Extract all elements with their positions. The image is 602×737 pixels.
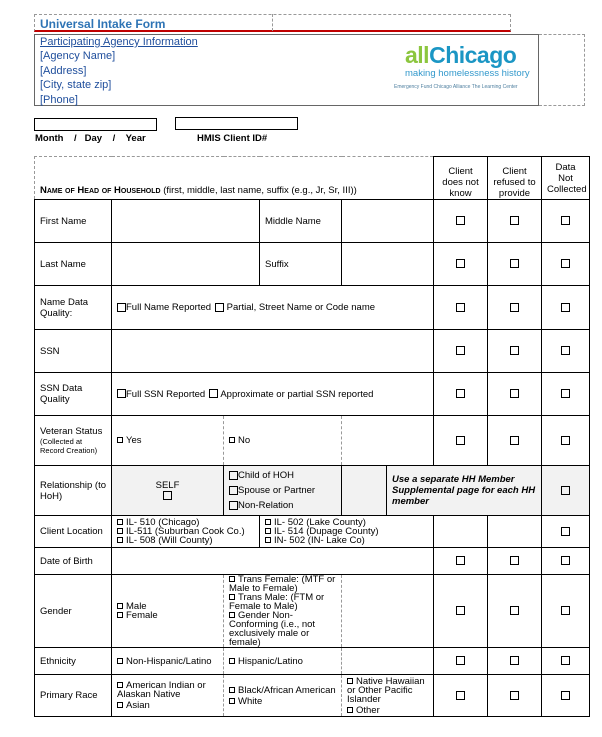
gender-trans-female-wrap (229, 575, 336, 593)
last-name-input[interactable] (112, 243, 260, 286)
veteran-label-cell (35, 416, 112, 466)
race-asian: Asian (126, 700, 150, 711)
agency-info-box-extension (539, 34, 585, 106)
checkbox[interactable] (347, 678, 353, 684)
race-opt2-wrap (117, 701, 218, 710)
race-other: Other (356, 704, 380, 716)
checkbox[interactable] (117, 528, 123, 534)
checkbox[interactable] (456, 389, 465, 398)
veteran-label: Veteran Status (40, 426, 103, 437)
checkbox[interactable] (117, 537, 123, 543)
race-not-collected-cell (542, 675, 590, 717)
checkbox[interactable] (456, 656, 465, 665)
race-label: Primary Race (35, 675, 112, 717)
checkbox[interactable] (510, 436, 519, 445)
relationship-label: Relationship (to HoH) (35, 466, 112, 516)
checkbox[interactable] (229, 594, 235, 600)
location-row (35, 516, 590, 548)
veteran-yes-cell (112, 416, 224, 466)
intake-table (34, 156, 590, 717)
gender-nonconforming: Gender Non-Conforming (i.e., not exclusively male or female) (229, 610, 316, 648)
checkbox[interactable] (510, 691, 519, 700)
name-quality-options (112, 286, 434, 330)
checkbox[interactable] (510, 606, 519, 615)
location-opt6-wrap (265, 536, 428, 545)
first-name-row (35, 200, 590, 243)
relationship-note: Use a separate HH Member Supplemental page for each HH member (387, 466, 542, 516)
relationship-options (224, 466, 342, 516)
checkbox[interactable] (510, 346, 519, 355)
all-chicago-logo (405, 42, 516, 69)
race-black: Black/African American (238, 684, 336, 696)
checkbox[interactable] (456, 436, 465, 445)
checkbox[interactable] (456, 606, 465, 615)
first-name-input[interactable] (112, 200, 260, 243)
relationship-child: Child of HOH (238, 470, 294, 481)
location-il511: IL-511 (Suburban Cook Co.) (126, 526, 245, 537)
date-input[interactable] (34, 118, 157, 131)
first-name-refused-cell (488, 200, 542, 243)
name-quality-label: Name Data Quality: (35, 286, 112, 330)
checkbox[interactable] (561, 346, 570, 355)
relationship-self: SELF (155, 479, 180, 491)
ssn-quality-options (112, 373, 434, 416)
gender-empty-cell (342, 575, 434, 648)
race-opt1-wrap (117, 681, 218, 699)
checkbox[interactable] (561, 389, 570, 398)
ssn-quality-dont-know-cell (434, 373, 488, 416)
header-client-refused: Client refused to provide (488, 157, 542, 200)
checkbox[interactable] (229, 471, 238, 480)
gender-options-left (112, 575, 224, 648)
gender-not-collected-cell (542, 575, 590, 648)
ssn-row (35, 330, 590, 373)
dob-row (35, 548, 590, 575)
gender-female: Female (126, 610, 158, 621)
hmis-id-label: HMIS Client ID# (197, 133, 268, 144)
checkbox[interactable] (561, 303, 570, 312)
location-il508: IL- 508 (Will County) (126, 535, 213, 546)
relationship-row (35, 466, 590, 516)
first-name-dont-know-cell (434, 200, 488, 243)
name-quality-not-collected-cell (542, 286, 590, 330)
checkbox[interactable] (229, 501, 238, 510)
race-options-right (342, 675, 434, 717)
checkbox[interactable] (117, 612, 123, 618)
checkbox[interactable] (510, 216, 519, 225)
suffix-input[interactable] (342, 243, 434, 286)
checkbox[interactable] (510, 556, 519, 565)
location-options-left (112, 516, 260, 548)
ssn-quality-row (35, 373, 590, 416)
logo-tagline: making homelessness history (405, 68, 530, 79)
middle-name-label: Middle Name (260, 200, 342, 243)
location-refused-cell (488, 516, 542, 548)
checkbox[interactable] (229, 486, 238, 495)
race-options-middle (224, 675, 342, 717)
checkbox[interactable] (215, 303, 224, 312)
header-row (35, 157, 590, 200)
ethnicity-not-collected-cell (542, 648, 590, 675)
checkbox[interactable] (561, 216, 570, 225)
gender-label: Gender (35, 575, 112, 648)
checkbox[interactable] (456, 691, 465, 700)
last-name-refused-cell (488, 243, 542, 286)
agency-name: [Agency Name] (40, 50, 116, 62)
race-dont-know-cell (434, 675, 488, 717)
gender-row (35, 575, 590, 648)
ethnicity-opt2-cell (224, 648, 342, 675)
ssn-dont-know-cell (434, 330, 488, 373)
title-divider (272, 14, 273, 31)
form-title: Universal Intake Form (40, 17, 166, 31)
checkbox[interactable] (117, 603, 123, 609)
gender-trans-female: Trans Female: (MTF or Male to Female) (229, 574, 336, 594)
location-in502: IN- 502 (IN- Lake Co) (274, 535, 365, 546)
race-options-left (112, 675, 224, 717)
ssn-quality-label: SSN Data Quality (35, 373, 112, 416)
last-name-label: Last Name (35, 243, 112, 286)
checkbox[interactable] (561, 556, 570, 565)
ethnicity-label: Ethnicity (35, 648, 112, 675)
relationship-non-relation: Non-Relation (238, 500, 294, 511)
dob-refused-cell (488, 548, 542, 575)
checkbox[interactable] (117, 519, 123, 525)
gender-dont-know-cell (434, 575, 488, 648)
checkbox[interactable] (561, 486, 570, 495)
race-opt6-wrap (347, 706, 428, 715)
checkbox[interactable] (117, 437, 123, 443)
dob-input[interactable] (112, 548, 434, 575)
checkbox[interactable] (229, 576, 235, 582)
ethnicity-empty-cell (342, 648, 434, 675)
checkbox[interactable] (209, 389, 218, 398)
race-opt4-wrap (229, 697, 336, 706)
checkbox[interactable] (117, 682, 123, 688)
agency-address: [Address] (40, 65, 87, 77)
checkbox[interactable] (561, 606, 570, 615)
relationship-spouse: Spouse or Partner (238, 485, 316, 496)
checkbox[interactable] (456, 216, 465, 225)
suffix-label: Suffix (260, 243, 342, 286)
race-opt5-wrap (347, 677, 428, 704)
ssn-label: SSN (35, 330, 112, 373)
race-refused-cell (488, 675, 542, 717)
hoh-header-prefix: Name of Head of Household (40, 185, 161, 196)
checkbox[interactable] (117, 389, 126, 398)
relationship-opt1-wrap (229, 468, 336, 483)
ssn-input[interactable] (112, 330, 434, 373)
gender-nonconforming-wrap (229, 611, 336, 647)
veteran-empty-cell (342, 416, 434, 466)
ethnicity-dont-know-cell (434, 648, 488, 675)
dob-not-collected-cell (542, 548, 590, 575)
checkbox[interactable] (229, 698, 235, 704)
ssn-quality-full: Full SSN Reported (126, 388, 206, 400)
checkbox[interactable] (265, 537, 271, 543)
agency-phone: [Phone] (40, 94, 78, 106)
checkbox[interactable] (510, 389, 519, 398)
race-white: White (238, 695, 263, 707)
ssn-not-collected-cell (542, 330, 590, 373)
checkbox[interactable] (456, 346, 465, 355)
checkbox[interactable] (229, 658, 235, 664)
dob-label: Date of Birth (35, 548, 112, 575)
checkbox[interactable] (510, 259, 519, 268)
checkbox[interactable] (510, 303, 519, 312)
checkbox[interactable] (265, 519, 271, 525)
middle-name-input[interactable] (342, 200, 434, 243)
location-options-right (260, 516, 434, 548)
ethnicity-row (35, 648, 590, 675)
checkbox[interactable] (561, 259, 570, 268)
location-dont-know-cell (434, 516, 488, 548)
logo-all: all (405, 42, 430, 68)
checkbox[interactable] (456, 303, 465, 312)
gender-male: Male (126, 601, 147, 612)
checkbox[interactable] (229, 612, 235, 618)
relationship-self-cell (112, 466, 224, 516)
location-il510: IL- 510 (Chicago) (126, 517, 200, 528)
name-quality-refused-cell (488, 286, 542, 330)
relationship-not-collected-cell (542, 466, 590, 516)
first-name-not-collected-cell (542, 200, 590, 243)
checkbox[interactable] (347, 707, 353, 713)
first-name-label: First Name (35, 200, 112, 243)
ssn-refused-cell (488, 330, 542, 373)
relationship-empty-cell (342, 466, 387, 516)
checkbox[interactable] (561, 436, 570, 445)
location-opt3-wrap (117, 536, 254, 545)
checkbox[interactable] (561, 527, 570, 536)
ssn-quality-refused-cell (488, 373, 542, 416)
veteran-no-cell (224, 416, 342, 466)
name-quality-row (35, 286, 590, 330)
checkbox[interactable] (117, 303, 126, 312)
hoh-header-suffix: (first, middle, last name, suffix (e.g., Jr, Sr, III)) (160, 185, 357, 196)
name-quality-full: Full Name Reported (126, 302, 212, 313)
veteran-row (35, 416, 590, 466)
veteran-note: (Collected at Record Creation) (40, 437, 98, 455)
header-client-does-not-know: Client does not know (434, 157, 488, 200)
ssn-quality-partial: Approximate or partial SSN reported (220, 388, 374, 400)
location-not-collected-cell (542, 516, 590, 548)
gender-options-right (224, 575, 342, 648)
location-il514: IL- 514 (Dupage County) (274, 526, 379, 537)
dob-dont-know-cell (434, 548, 488, 575)
name-quality-partial: Partial, Street Name or Code name (226, 302, 376, 313)
agency-heading: Participating Agency Information (40, 36, 198, 48)
gender-trans-male-wrap (229, 593, 336, 611)
last-name-not-collected-cell (542, 243, 590, 286)
relationship-opt2-wrap (229, 483, 336, 498)
location-label: Client Location (35, 516, 112, 548)
checkbox[interactable] (229, 437, 235, 443)
last-name-dont-know-cell (434, 243, 488, 286)
date-label: Month / Day / Year (35, 133, 146, 144)
logo-footer: Emergency Fund Chicago Alliance The Learning Center (394, 84, 518, 90)
checkbox[interactable] (163, 491, 172, 500)
checkbox[interactable] (456, 556, 465, 565)
checkbox[interactable] (117, 702, 123, 708)
checkbox[interactable] (456, 259, 465, 268)
head-of-household-header (35, 157, 434, 200)
gender-trans-male: Trans Male: (FTM or Female to Male) (229, 592, 325, 612)
race-american-indian: American Indian or Alaskan Native (117, 680, 206, 700)
ethnicity-refused-cell (488, 648, 542, 675)
veteran-dont-know-cell (434, 416, 488, 466)
checkbox[interactable] (117, 658, 123, 664)
agency-city: [City, state zip] (40, 79, 112, 91)
checkbox[interactable] (561, 656, 570, 665)
logo-chicago: Chicago (429, 42, 517, 68)
header-data-not-collected: Data Not Collected (542, 157, 590, 200)
gender-refused-cell (488, 575, 542, 648)
veteran-no: No (238, 435, 251, 446)
ethnicity-non-hispanic: Non-Hispanic/Latino (126, 655, 212, 667)
race-row (35, 675, 590, 717)
hmis-id-input[interactable] (175, 117, 298, 130)
location-il502: IL- 502 (Lake County) (274, 517, 366, 528)
ssn-quality-not-collected-cell (542, 373, 590, 416)
checkbox[interactable] (265, 528, 271, 534)
veteran-refused-cell (488, 416, 542, 466)
veteran-not-collected-cell (542, 416, 590, 466)
relationship-opt3-wrap (229, 498, 336, 513)
veteran-yes: Yes (126, 435, 142, 446)
ethnicity-opt1-cell (112, 648, 224, 675)
checkbox[interactable] (229, 687, 235, 693)
name-quality-dont-know-cell (434, 286, 488, 330)
race-native-hawaiian: Native Hawaiian or Other Pacific Islander (347, 675, 425, 705)
checkbox[interactable] (510, 656, 519, 665)
last-name-row (35, 243, 590, 286)
gender-female-wrap (117, 611, 218, 620)
race-opt3-wrap (229, 686, 336, 695)
checkbox[interactable] (561, 691, 570, 700)
ethnicity-hispanic: Hispanic/Latino (238, 655, 303, 667)
